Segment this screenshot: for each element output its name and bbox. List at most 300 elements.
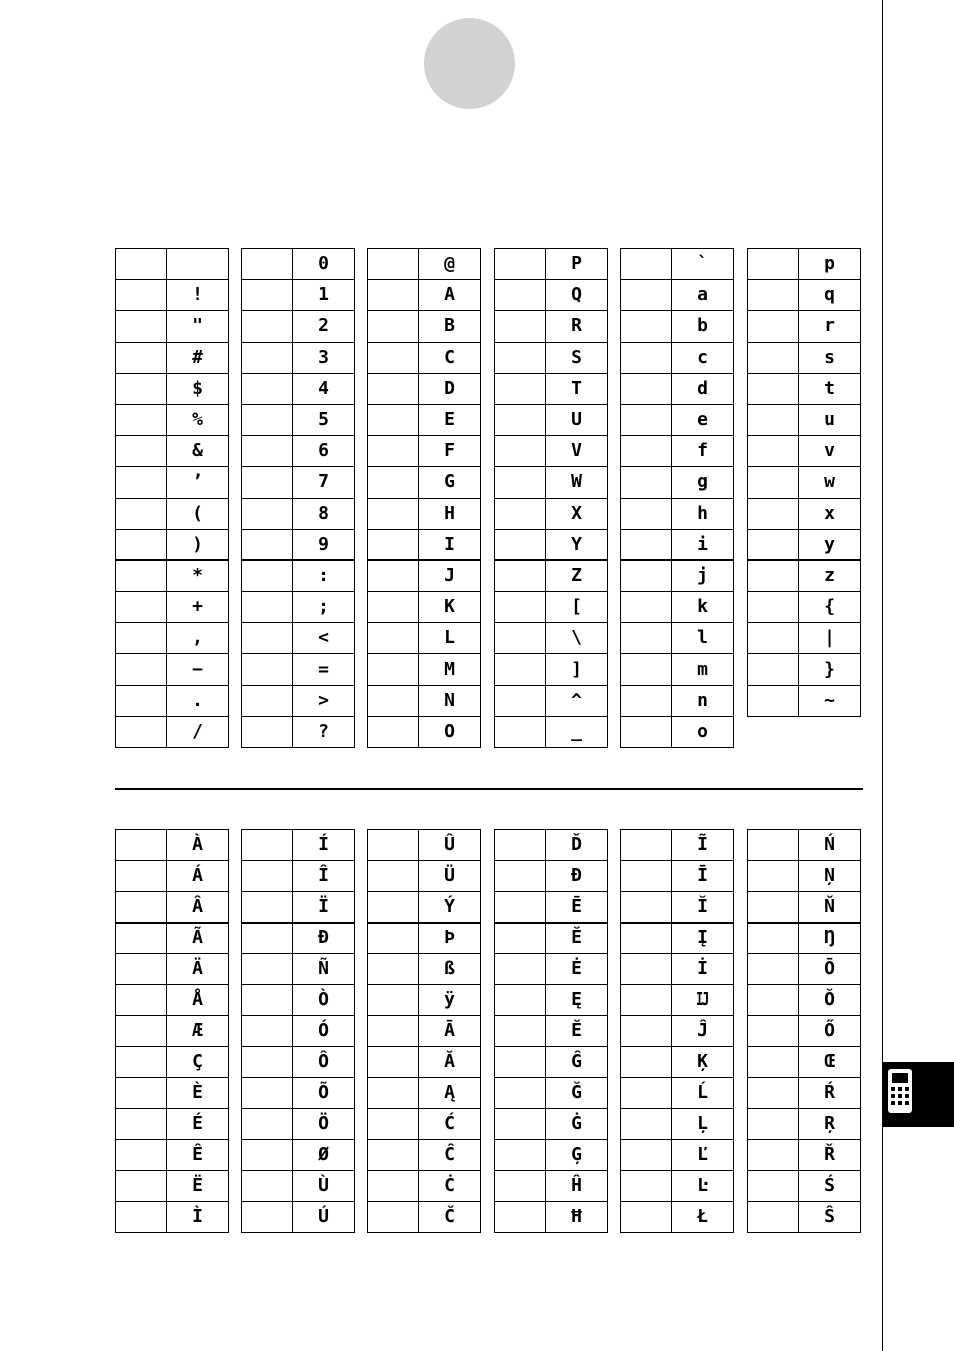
code-cell: [368, 830, 419, 861]
table-row: [621, 623, 734, 654]
table-row: [368, 498, 481, 529]
code-cell: [116, 861, 167, 892]
char-cell: Á: [167, 861, 229, 892]
calculator-icon: [887, 1068, 913, 1114]
char-cell: Ī: [672, 861, 734, 892]
table-row: [621, 1047, 734, 1078]
table-row: [368, 1078, 481, 1109]
code-cell: [621, 498, 672, 529]
char-cell: E: [419, 404, 481, 435]
char-cell: a: [672, 280, 734, 311]
table-row: [748, 404, 861, 435]
code-cell: [368, 529, 419, 560]
code-cell: [116, 892, 167, 923]
table-row: [621, 1109, 734, 1140]
table-row: [748, 892, 861, 923]
table-row: [368, 623, 481, 654]
table-row: [748, 1109, 861, 1140]
code-cell: [748, 592, 799, 623]
table-row: [116, 1109, 229, 1140]
code-cell: [621, 623, 672, 654]
table-row: [242, 592, 355, 623]
table-row: [242, 498, 355, 529]
char-cell: *: [167, 560, 229, 591]
table-row: [368, 529, 481, 560]
code-cell: [621, 1047, 672, 1078]
table-row: [621, 923, 734, 954]
table-row: [621, 436, 734, 467]
char-cell: ß: [419, 954, 481, 985]
code-cell: [495, 716, 546, 747]
char-cell: Ù: [293, 1171, 355, 1202]
char-cell: Ý: [419, 892, 481, 923]
table-row: [242, 560, 355, 591]
char-cell: ,: [167, 623, 229, 654]
code-cell: [621, 685, 672, 716]
table-row: [242, 985, 355, 1016]
char-cell: Ŕ: [799, 1078, 861, 1109]
char-cell: #: [167, 342, 229, 373]
code-cell: [368, 623, 419, 654]
char-cell: \: [546, 623, 608, 654]
char-cell: Ŝ: [799, 1202, 861, 1233]
code-cell: [368, 1078, 419, 1109]
code-cell: [116, 830, 167, 861]
code-cell: [116, 404, 167, 435]
table-row: [242, 436, 355, 467]
table-row: [748, 1202, 861, 1233]
code-cell: [116, 654, 167, 685]
code-cell: [116, 623, 167, 654]
char-cell: O: [419, 716, 481, 747]
code-cell: [621, 467, 672, 498]
code-cell: [242, 923, 293, 954]
table-row: [368, 716, 481, 747]
table-row: [116, 654, 229, 685]
table-row: [495, 1016, 608, 1047]
code-cell: [242, 830, 293, 861]
table-row: [621, 342, 734, 373]
table-row: [242, 342, 355, 373]
table-row: [621, 1078, 734, 1109]
char-cell: Ë: [167, 1171, 229, 1202]
code-cell: [621, 1109, 672, 1140]
char-cell: Ŋ: [799, 923, 861, 954]
char-cell: Ö: [293, 1109, 355, 1140]
code-cell: [621, 1016, 672, 1047]
table-row: [495, 498, 608, 529]
code-cell: [621, 404, 672, 435]
table-row: [368, 1109, 481, 1140]
char-cell: x: [799, 498, 861, 529]
code-cell: [242, 1016, 293, 1047]
table-row: [748, 654, 861, 685]
char-cell: Þ: [419, 923, 481, 954]
table-row: [621, 1016, 734, 1047]
code-cell: [368, 685, 419, 716]
code-cell: [748, 1202, 799, 1233]
code-cell: [116, 1202, 167, 1233]
table-row: [748, 498, 861, 529]
char-cell: .: [167, 685, 229, 716]
table-row: [368, 830, 481, 861]
table-row: [368, 685, 481, 716]
code-cell: [621, 529, 672, 560]
table-row: [495, 685, 608, 716]
char-cell: Ċ: [419, 1171, 481, 1202]
code-cell: [116, 560, 167, 591]
code-cell: [621, 342, 672, 373]
table-row: [748, 529, 861, 560]
char-cell: −: [167, 654, 229, 685]
table-row: [621, 830, 734, 861]
code-cell: [242, 954, 293, 985]
char-cell: Î: [293, 861, 355, 892]
code-cell: [748, 498, 799, 529]
code-cell: [242, 1171, 293, 1202]
char-cell: F: [419, 436, 481, 467]
code-cell: [495, 830, 546, 861]
code-cell: [116, 1109, 167, 1140]
char-cell: R: [546, 311, 608, 342]
table-row: [368, 467, 481, 498]
table-row: [621, 467, 734, 498]
code-cell: [748, 404, 799, 435]
code-cell: [495, 923, 546, 954]
char-cell: ~: [799, 685, 861, 716]
table-row: [116, 716, 229, 747]
char-cell: Ê: [167, 1140, 229, 1171]
char-cell: 5: [293, 404, 355, 435]
table-row: [495, 1202, 608, 1233]
char-cell: Ĝ: [546, 1047, 608, 1078]
table-row: [242, 654, 355, 685]
table-row: [242, 1109, 355, 1140]
code-cell: [368, 654, 419, 685]
table-row: [242, 830, 355, 861]
code-cell: [242, 1078, 293, 1109]
code-cell: [621, 249, 672, 280]
code-cell: [748, 1078, 799, 1109]
char-cell: Ñ: [293, 954, 355, 985]
ascii-char-table: [747, 248, 861, 717]
char-cell: È: [167, 1078, 229, 1109]
table-row: [116, 373, 229, 404]
char-cell: Ś: [799, 1171, 861, 1202]
char-cell: 1: [293, 280, 355, 311]
table-row: [621, 592, 734, 623]
char-cell: Y: [546, 529, 608, 560]
code-cell: [748, 529, 799, 560]
table-row: [495, 954, 608, 985]
table-row: [495, 623, 608, 654]
code-cell: [495, 954, 546, 985]
extended-char-table: [747, 829, 861, 1233]
code-cell: [495, 529, 546, 560]
table-row: [748, 373, 861, 404]
code-cell: [748, 830, 799, 861]
table-row: [495, 373, 608, 404]
table-row: [242, 1078, 355, 1109]
char-cell: n: [672, 685, 734, 716]
char-cell: K: [419, 592, 481, 623]
code-cell: [748, 342, 799, 373]
char-cell: p: [799, 249, 861, 280]
table-row: [116, 560, 229, 591]
code-cell: [621, 954, 672, 985]
code-cell: [116, 685, 167, 716]
char-cell: y: [799, 529, 861, 560]
code-cell: [748, 923, 799, 954]
ascii-char-table: [367, 248, 481, 748]
code-cell: [368, 592, 419, 623]
table-row: [116, 923, 229, 954]
char-cell: d: [672, 373, 734, 404]
char-cell: }: [799, 654, 861, 685]
code-cell: [621, 985, 672, 1016]
char-cell: s: [799, 342, 861, 373]
extended-char-table: [367, 829, 481, 1233]
code-cell: [748, 623, 799, 654]
char-cell: Ģ: [546, 1140, 608, 1171]
table-row: [116, 280, 229, 311]
char-cell: Ć: [419, 1109, 481, 1140]
table-row: [116, 1202, 229, 1233]
char-cell: Ü: [419, 861, 481, 892]
code-cell: [242, 1202, 293, 1233]
code-cell: [242, 892, 293, 923]
char-cell: Ř: [799, 1140, 861, 1171]
code-cell: [748, 1140, 799, 1171]
char-cell: Ę: [546, 985, 608, 1016]
code-cell: [621, 830, 672, 861]
char-cell: ?: [293, 716, 355, 747]
char-cell: Ĭ: [672, 892, 734, 923]
code-cell: [748, 985, 799, 1016]
table-row: [368, 311, 481, 342]
code-cell: [116, 716, 167, 747]
code-cell: [495, 1109, 546, 1140]
table-row: [748, 467, 861, 498]
char-cell: S: [546, 342, 608, 373]
char-cell: $: [167, 373, 229, 404]
code-cell: [495, 280, 546, 311]
table-row: [242, 249, 355, 280]
table-row: [748, 1140, 861, 1171]
code-cell: [116, 1016, 167, 1047]
table-row: [495, 280, 608, 311]
char-cell: G: [419, 467, 481, 498]
code-cell: [242, 623, 293, 654]
char-cell: Œ: [799, 1047, 861, 1078]
table-row: [242, 1202, 355, 1233]
table-row: [242, 1016, 355, 1047]
code-cell: [748, 373, 799, 404]
char-cell: r: [799, 311, 861, 342]
table-row: [242, 954, 355, 985]
code-cell: [368, 342, 419, 373]
char-cell: ": [167, 311, 229, 342]
char-cell: Ą: [419, 1078, 481, 1109]
char-cell: l: [672, 623, 734, 654]
table-row: [116, 1016, 229, 1047]
table-row: [495, 1171, 608, 1202]
char-cell: g: [672, 467, 734, 498]
code-cell: [242, 861, 293, 892]
table-row: [368, 592, 481, 623]
code-cell: [621, 311, 672, 342]
char-cell: Ĉ: [419, 1140, 481, 1171]
ascii-char-table: [620, 248, 734, 748]
char-cell: N: [419, 685, 481, 716]
table-row: [368, 249, 481, 280]
char-cell: Ĳ: [672, 985, 734, 1016]
table-row: [368, 560, 481, 591]
table-row: [368, 373, 481, 404]
table-row: [116, 498, 229, 529]
char-cell: ’: [167, 467, 229, 498]
char-cell: Å: [167, 985, 229, 1016]
code-cell: [495, 985, 546, 1016]
code-cell: [368, 1140, 419, 1171]
code-cell: [748, 1171, 799, 1202]
char-cell: _: [546, 716, 608, 747]
char-cell: z: [799, 560, 861, 591]
char-cell: >: [293, 685, 355, 716]
code-cell: [748, 1016, 799, 1047]
code-cell: [368, 1047, 419, 1078]
extended-char-table: [241, 829, 355, 1233]
code-cell: [621, 861, 672, 892]
table-row: [116, 311, 229, 342]
code-cell: [242, 560, 293, 591]
table-row: [242, 892, 355, 923]
table-row: [242, 716, 355, 747]
code-cell: [116, 436, 167, 467]
code-cell: [116, 592, 167, 623]
code-cell: [748, 249, 799, 280]
char-cell: b: [672, 311, 734, 342]
char-cell: 4: [293, 373, 355, 404]
char-cell: I: [419, 529, 481, 560]
table-row: [621, 498, 734, 529]
code-cell: [368, 373, 419, 404]
table-row: [748, 1047, 861, 1078]
code-cell: [621, 654, 672, 685]
table-row: [242, 311, 355, 342]
table-row: [242, 1171, 355, 1202]
table-row: [748, 861, 861, 892]
char-cell: (: [167, 498, 229, 529]
table-row: [368, 892, 481, 923]
margin-rule: [882, 0, 883, 1351]
char-cell: Ō: [799, 954, 861, 985]
table-row: [368, 436, 481, 467]
char-cell: v: [799, 436, 861, 467]
char-cell: w: [799, 467, 861, 498]
char-cell: Ĵ: [672, 1016, 734, 1047]
char-cell: Q: [546, 280, 608, 311]
code-cell: [368, 1202, 419, 1233]
code-cell: [368, 861, 419, 892]
code-cell: [368, 1016, 419, 1047]
table-row: [116, 892, 229, 923]
char-cell: Ě: [546, 1016, 608, 1047]
table-row: [621, 654, 734, 685]
table-row: [495, 592, 608, 623]
table-row: [368, 342, 481, 373]
char-cell: Ò: [293, 985, 355, 1016]
code-cell: [748, 1109, 799, 1140]
code-cell: [748, 1047, 799, 1078]
code-cell: [748, 280, 799, 311]
table-row: [621, 685, 734, 716]
code-cell: [621, 1171, 672, 1202]
table-row: [116, 985, 229, 1016]
char-cell: A: [419, 280, 481, 311]
code-cell: [748, 954, 799, 985]
code-cell: [116, 1171, 167, 1202]
char-cell: Ļ: [672, 1109, 734, 1140]
char-cell: À: [167, 830, 229, 861]
code-cell: [495, 498, 546, 529]
table-row: [242, 685, 355, 716]
table-row: [748, 985, 861, 1016]
table-row: [116, 1171, 229, 1202]
code-cell: [368, 436, 419, 467]
char-cell: Ŗ: [799, 1109, 861, 1140]
code-cell: [116, 467, 167, 498]
code-cell: [495, 404, 546, 435]
table-row: [116, 436, 229, 467]
table-row: [368, 280, 481, 311]
char-cell: i: [672, 529, 734, 560]
code-cell: [368, 1109, 419, 1140]
code-cell: [242, 373, 293, 404]
char-cell: e: [672, 404, 734, 435]
table-row: [748, 954, 861, 985]
char-cell: Ĕ: [546, 923, 608, 954]
table-row: [368, 1016, 481, 1047]
code-cell: [242, 685, 293, 716]
char-cell: 0: [293, 249, 355, 280]
char-cell: V: [546, 436, 608, 467]
code-cell: [242, 1047, 293, 1078]
table-row: [495, 249, 608, 280]
table-row: [116, 529, 229, 560]
table-row: [242, 529, 355, 560]
table-row: [495, 342, 608, 373]
code-cell: [621, 892, 672, 923]
char-cell: =: [293, 654, 355, 685]
code-cell: [242, 716, 293, 747]
table-row: [368, 1047, 481, 1078]
code-cell: [116, 923, 167, 954]
code-cell: [242, 1140, 293, 1171]
char-cell: 8: [293, 498, 355, 529]
table-row: [242, 623, 355, 654]
char-cell: f: [672, 436, 734, 467]
code-cell: [242, 467, 293, 498]
char-cell: Ô: [293, 1047, 355, 1078]
table-row: [368, 404, 481, 435]
table-row: [748, 280, 861, 311]
table-row: [495, 1047, 608, 1078]
char-cell: Í: [293, 830, 355, 861]
char-cell: C: [419, 342, 481, 373]
code-cell: [368, 1171, 419, 1202]
table-row: [116, 249, 229, 280]
